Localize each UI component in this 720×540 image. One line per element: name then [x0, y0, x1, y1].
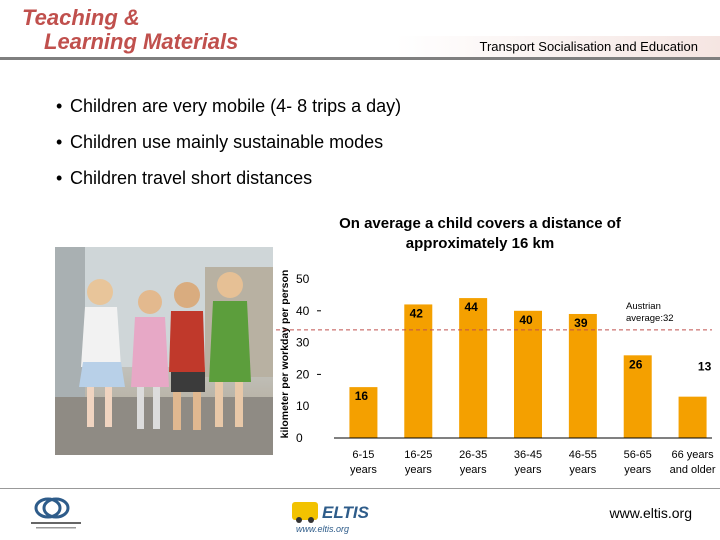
header-divider — [0, 57, 720, 60]
y-tick-label: 40 — [296, 303, 310, 318]
x-tick-label: years — [349, 464, 377, 476]
bar-value-label: 44 — [464, 300, 478, 315]
children-photo — [55, 247, 273, 455]
y-tick-label: 0 — [296, 431, 303, 445]
svg-text:ELTIS: ELTIS — [322, 503, 369, 522]
bar — [459, 298, 487, 438]
bullet-list — [56, 95, 401, 203]
x-tick-label: years — [459, 464, 487, 476]
y-tick-label: 50 — [296, 272, 310, 286]
x-tick-label: 36-45 — [513, 449, 543, 461]
bar-value-label: 39 — [574, 315, 588, 330]
bullet-text: Children use mainly sustainable modes — [70, 132, 384, 152]
chart-title-line-2: approximately 16 km — [405, 235, 555, 252]
bar-value-label: 42 — [409, 306, 423, 321]
bar-value-label: 40 — [519, 312, 533, 327]
footer-divider — [0, 488, 720, 489]
x-tick-label: 26-35 — [459, 449, 488, 461]
chart-title-line-1: On average a child covers a distance of — [339, 215, 621, 232]
bullet-item: • Children use mainly sustainable modes — [56, 132, 384, 152]
x-tick-label: 46-55 — [568, 449, 597, 461]
x-tick-label: 6-15 — [352, 449, 375, 461]
eu-program-logo — [26, 494, 86, 534]
x-tick-label: years — [404, 464, 432, 476]
x-tick-label: and older — [669, 464, 716, 476]
y-tick-label: 30 — [296, 335, 310, 350]
x-tick-label: 16-25 — [404, 449, 433, 461]
brand-logo — [22, 6, 238, 54]
eltis-logo — [290, 496, 390, 534]
average-label-line-2: average:32 — [626, 312, 674, 324]
header-title: Transport Socialisation and Education — [479, 39, 698, 54]
distance-bar-chart — [274, 208, 720, 480]
x-tick-label: years — [624, 464, 652, 476]
bar-value-label: 26 — [629, 357, 643, 372]
bullet-item: • Children are very mobile (4- 8 trips a day) — [56, 96, 402, 116]
x-tick-label: 56-65 — [623, 449, 652, 461]
svg-text:www.eltis.org: www.eltis.org — [296, 524, 350, 534]
bar-value-label: 13 — [697, 359, 712, 374]
brand-line-2: Learning Materials — [44, 29, 239, 54]
x-tick-label: years — [514, 464, 542, 476]
bullet-item: • Children travel short distances — [56, 168, 313, 188]
footer-url[interactable]: www.eltis.org — [609, 505, 692, 521]
bar — [404, 304, 432, 438]
y-axis-label: kilometer per workday per person — [279, 269, 291, 439]
bar — [679, 397, 707, 438]
bullet-text: Children are very mobile (4- 8 trips a day) — [70, 96, 402, 116]
x-tick-label: years — [569, 464, 597, 476]
y-tick-label: 20 — [296, 367, 310, 382]
bar-value-label: 16 — [354, 389, 369, 404]
x-tick-label: 66 years — [671, 449, 714, 461]
bullet-text: Children travel short distances — [70, 168, 313, 188]
bar — [569, 314, 597, 438]
y-tick-label: 10 — [296, 399, 310, 414]
brand-line-1: Teaching & — [22, 5, 140, 30]
average-label-line-1: Austrian — [626, 300, 661, 312]
